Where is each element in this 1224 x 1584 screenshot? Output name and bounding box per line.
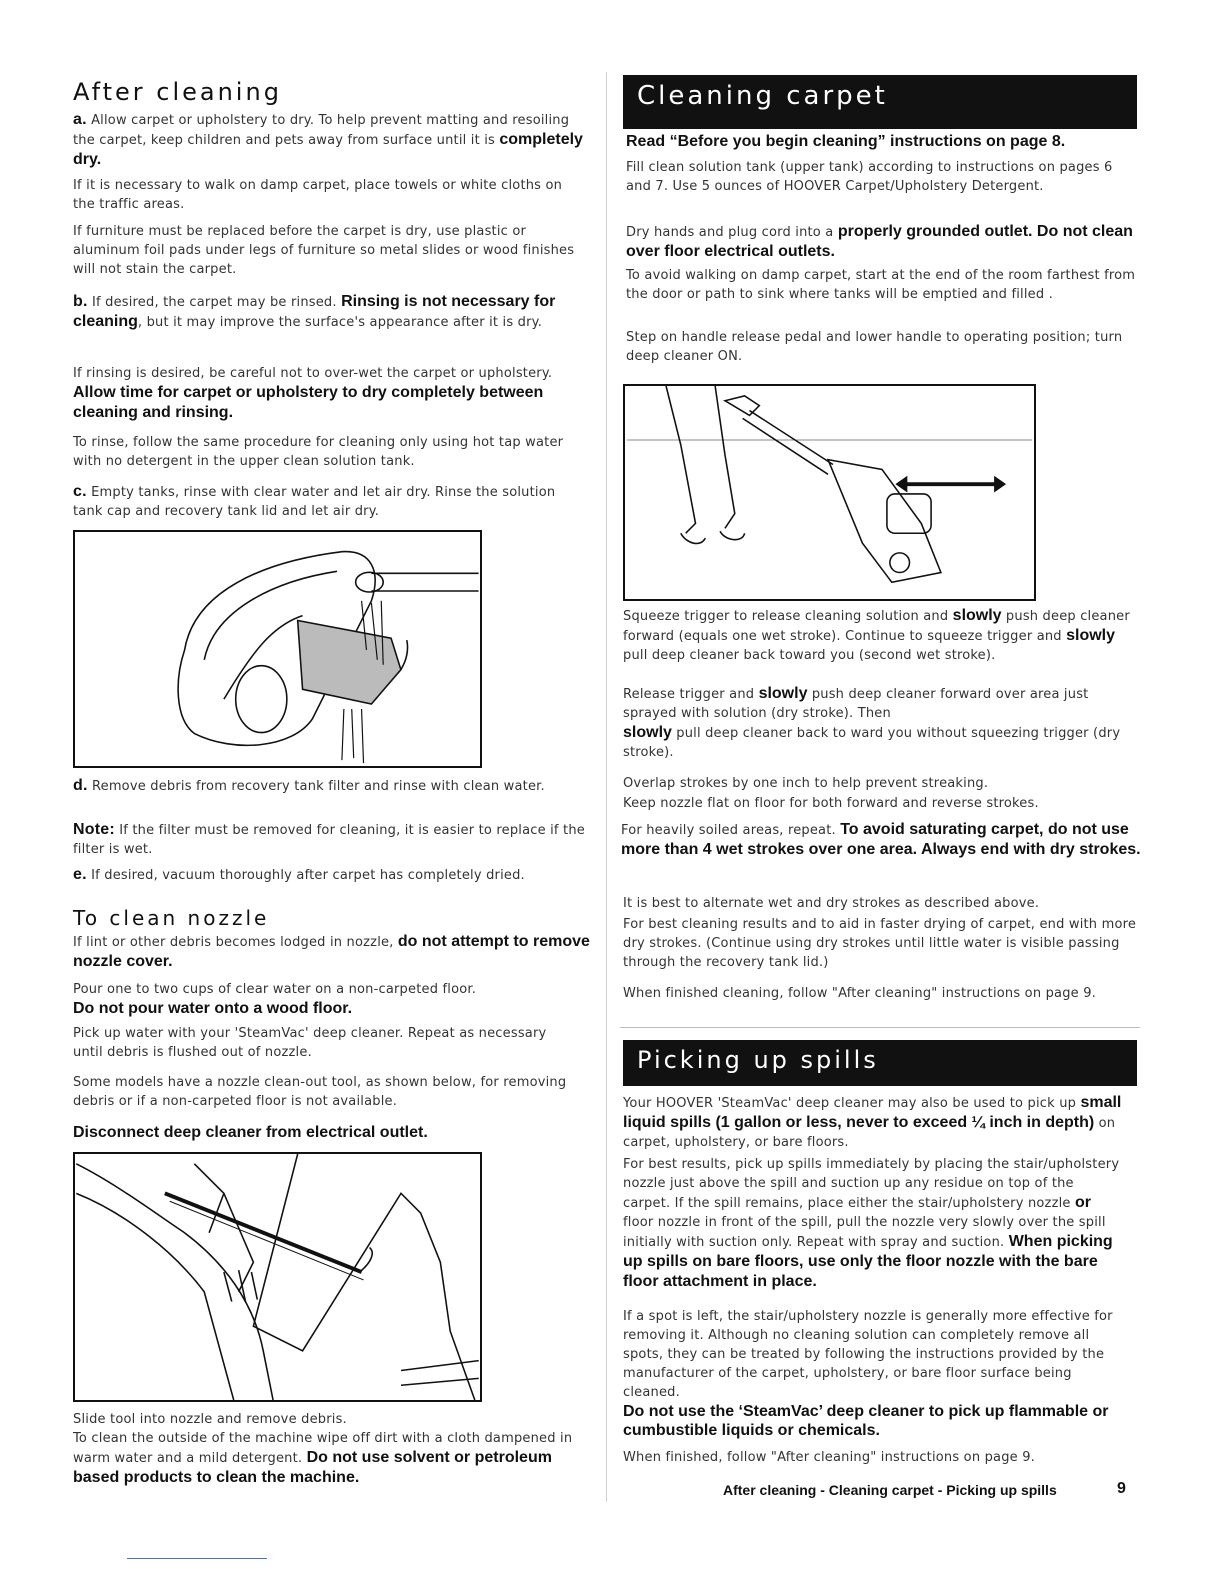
- filter-rinse-drawing: [75, 532, 480, 766]
- page-number: 9: [1117, 1480, 1126, 1497]
- pour-text: Pour one to two cups of clear water on a non-carpeted floor. Do not pour water onto a wood floor.: [73, 982, 477, 1017]
- plug-cord-text: Dry hands and plug cord into a properly grounded outlet. Do not clean over floor electrical outlets.: [626, 223, 1133, 260]
- nozzle-tool-text: Some models have a nozzle clean-out tool, as shown below, for removing debris or if a non-carpeted floor is not available.: [73, 1075, 567, 1109]
- avoid-walking-text: To avoid walking on damp carpet, start at the end of the room farthest from the door or path to sink where tanks will be emptied and filled .: [626, 268, 1136, 302]
- damp-carpet-text: If it is necessary to walk on damp carpet, place towels or white cloths on the traffic areas.: [73, 178, 563, 212]
- step-e: e. If desired, vacuum thoroughly after carpet has completely dried.: [73, 866, 525, 883]
- read-instructions-note: Read “Before you begin cleaning” instructions on page 8.: [626, 133, 1066, 150]
- heavily-soiled-text: For heavily soiled areas, repeat. To avoid saturating carpet, do not use more than 4 wet strokes over one area. Always end with dry strokes.: [621, 821, 1141, 858]
- picking-up-spills-heading: Picking up spills: [637, 1046, 879, 1074]
- slide-tool-text: Slide tool into nozzle and remove debris.: [73, 1412, 347, 1427]
- nozzle-tool-illustration: [73, 1152, 482, 1402]
- carpet-cleaning-illustration: [623, 384, 1036, 601]
- pick-up-spills-text: For best results, pick up spills immediately by placing the stair/upholstery nozzle just above the spill and suction up any residue on top of the carpet. If the spill remains, place either the stair/upholstery nozzle or floor nozzle in front of the spill, pull the nozzle very slowly over the spill initially with suction only. Repeat with spray and suction. When picking up spills on bare floors, use only the floor nozzle with the bare floor attachment in place.: [623, 1157, 1120, 1290]
- step-b: b. If desired, the carpet may be rinsed. Rinsing is not necessary for cleaning, but it may improve the surface's appearance after it is dry.: [73, 293, 556, 330]
- cleaning-carpet-heading: Cleaning carpet: [637, 81, 888, 111]
- page-footer: After cleaning - Cleaning carpet - Picking up spills: [723, 1482, 1057, 1498]
- disconnect-warning: Disconnect deep cleaner from electrical outlet.: [73, 1124, 428, 1141]
- handle-release-text: Step on handle release pedal and lower handle to operating position; turn deep cleaner ON.: [626, 330, 1123, 364]
- step-d: d. Remove debris from recovery tank filter and rinse with clean water.: [73, 777, 545, 794]
- pick-up-water-text: Pick up water with your 'SteamVac' deep cleaner. Repeat as necessary until debris is flushed out of nozzle.: [73, 1026, 547, 1060]
- keep-nozzle-flat-text: Keep nozzle flat on floor for both forward and reverse strokes.: [623, 796, 1039, 811]
- clean-outside-text: To clean the outside of the machine wipe off dirt with a cloth dampened in warm water and a mild detergent. Do not use solvent or petroleum based products to clean the machine.: [73, 1431, 573, 1486]
- rinsing-text: If rinsing is desired, be careful not to over-wet the carpet or upholstery. Allow time for carpet or upholstery to dry completely between cleaning and rinsing.: [73, 366, 553, 421]
- nozzle-tool-drawing: [75, 1154, 480, 1400]
- furniture-text: If furniture must be replaced before the carpet is dry, use plastic or aluminum foil pads under legs of furniture so metal slides or wood finishes will not stain the carpet.: [73, 224, 575, 277]
- rinse-text: To rinse, follow the same procedure for cleaning only using hot tap water with no detergent in the upper clean solution tank.: [73, 435, 564, 469]
- flammable-warning: Do not use the ‘SteamVac’ deep cleaner to pick up flammable or cumbustible liquids or chemicals.: [623, 1403, 1109, 1439]
- section-divider: [620, 1027, 1140, 1028]
- squeeze-trigger-text: Squeeze trigger to release cleaning solution and slowly push deep cleaner forward (equals one wet stroke). Continue to squeeze trigger and slowly pull deep cleaner back toward you (second wet stroke).: [623, 607, 1130, 663]
- nozzle-text: If lint or other debris becomes lodged in nozzle, do not attempt to remove nozzle cover.: [73, 933, 590, 970]
- release-trigger-text: Release trigger and slowly push deep cleaner forward over area just sprayed with solution (dry stroke). Then slowly pull deep cleaner back to ward you without squeezing trigger (dry stroke).: [623, 685, 1121, 760]
- note: Note: If the filter must be removed for cleaning, it is easier to replace if the filter is wet.: [73, 821, 585, 857]
- step-a: a. Allow carpet or upholstery to dry. To help prevent matting and resoiling the carpet, keep children and pets away from surface until it is completely dry.: [73, 111, 583, 168]
- after-cleaning-heading: After cleaning: [73, 78, 282, 106]
- when-finished-spills-text: When finished, follow "After cleaning" instructions on page 9.: [623, 1450, 1035, 1465]
- fill-tank-text: Fill clean solution tank (upper tank) according to instructions on pages 6 and 7. Use 5 ounces of HOOVER Carpet/Upholstery Detergent.: [626, 160, 1113, 194]
- deep-cleaner-drawing: [625, 386, 1034, 599]
- best-results-text: For best cleaning results and to aid in faster drying of carpet, end with more dry strokes. (Continue using dry strokes until little water is visible passing through the recovery tank lid.): [623, 917, 1137, 970]
- when-finished-text: When finished cleaning, follow "After cleaning" instructions on page 9.: [623, 986, 1096, 1001]
- filter-rinse-illustration: [73, 530, 482, 768]
- spot-left-text: If a spot is left, the stair/upholstery nozzle is generally more effective for removing it. Although no cleaning solution can completely remove all spots, they can be treated by following the instructions provided by the manufacturer of the carpet, upholstery, or bare floor surface being cleaned.: [623, 1309, 1113, 1400]
- column-divider: [606, 72, 607, 1502]
- picking-up-spills-banner: [623, 1040, 1137, 1086]
- overlap-strokes-text: Overlap strokes by one inch to help prevent streaking.: [623, 776, 989, 791]
- step-c: c. Empty tanks, rinse with clear water and let air dry. Rinse the solution tank cap and recovery tank lid and let air dry.: [73, 483, 556, 519]
- clean-nozzle-heading: To clean nozzle: [73, 906, 270, 930]
- alternate-strokes-text: It is best to alternate wet and dry strokes as described above.: [623, 896, 1040, 911]
- small-spills-text: Your HOOVER 'SteamVac' deep cleaner may also be used to pick up small liquid spills (1 gallon or less, never to exceed ¼ inch in depth) on carpet, upholstery, or bare floors.: [623, 1094, 1122, 1150]
- bottom-rule: [127, 1558, 267, 1559]
- cleaning-carpet-banner: [623, 75, 1137, 129]
